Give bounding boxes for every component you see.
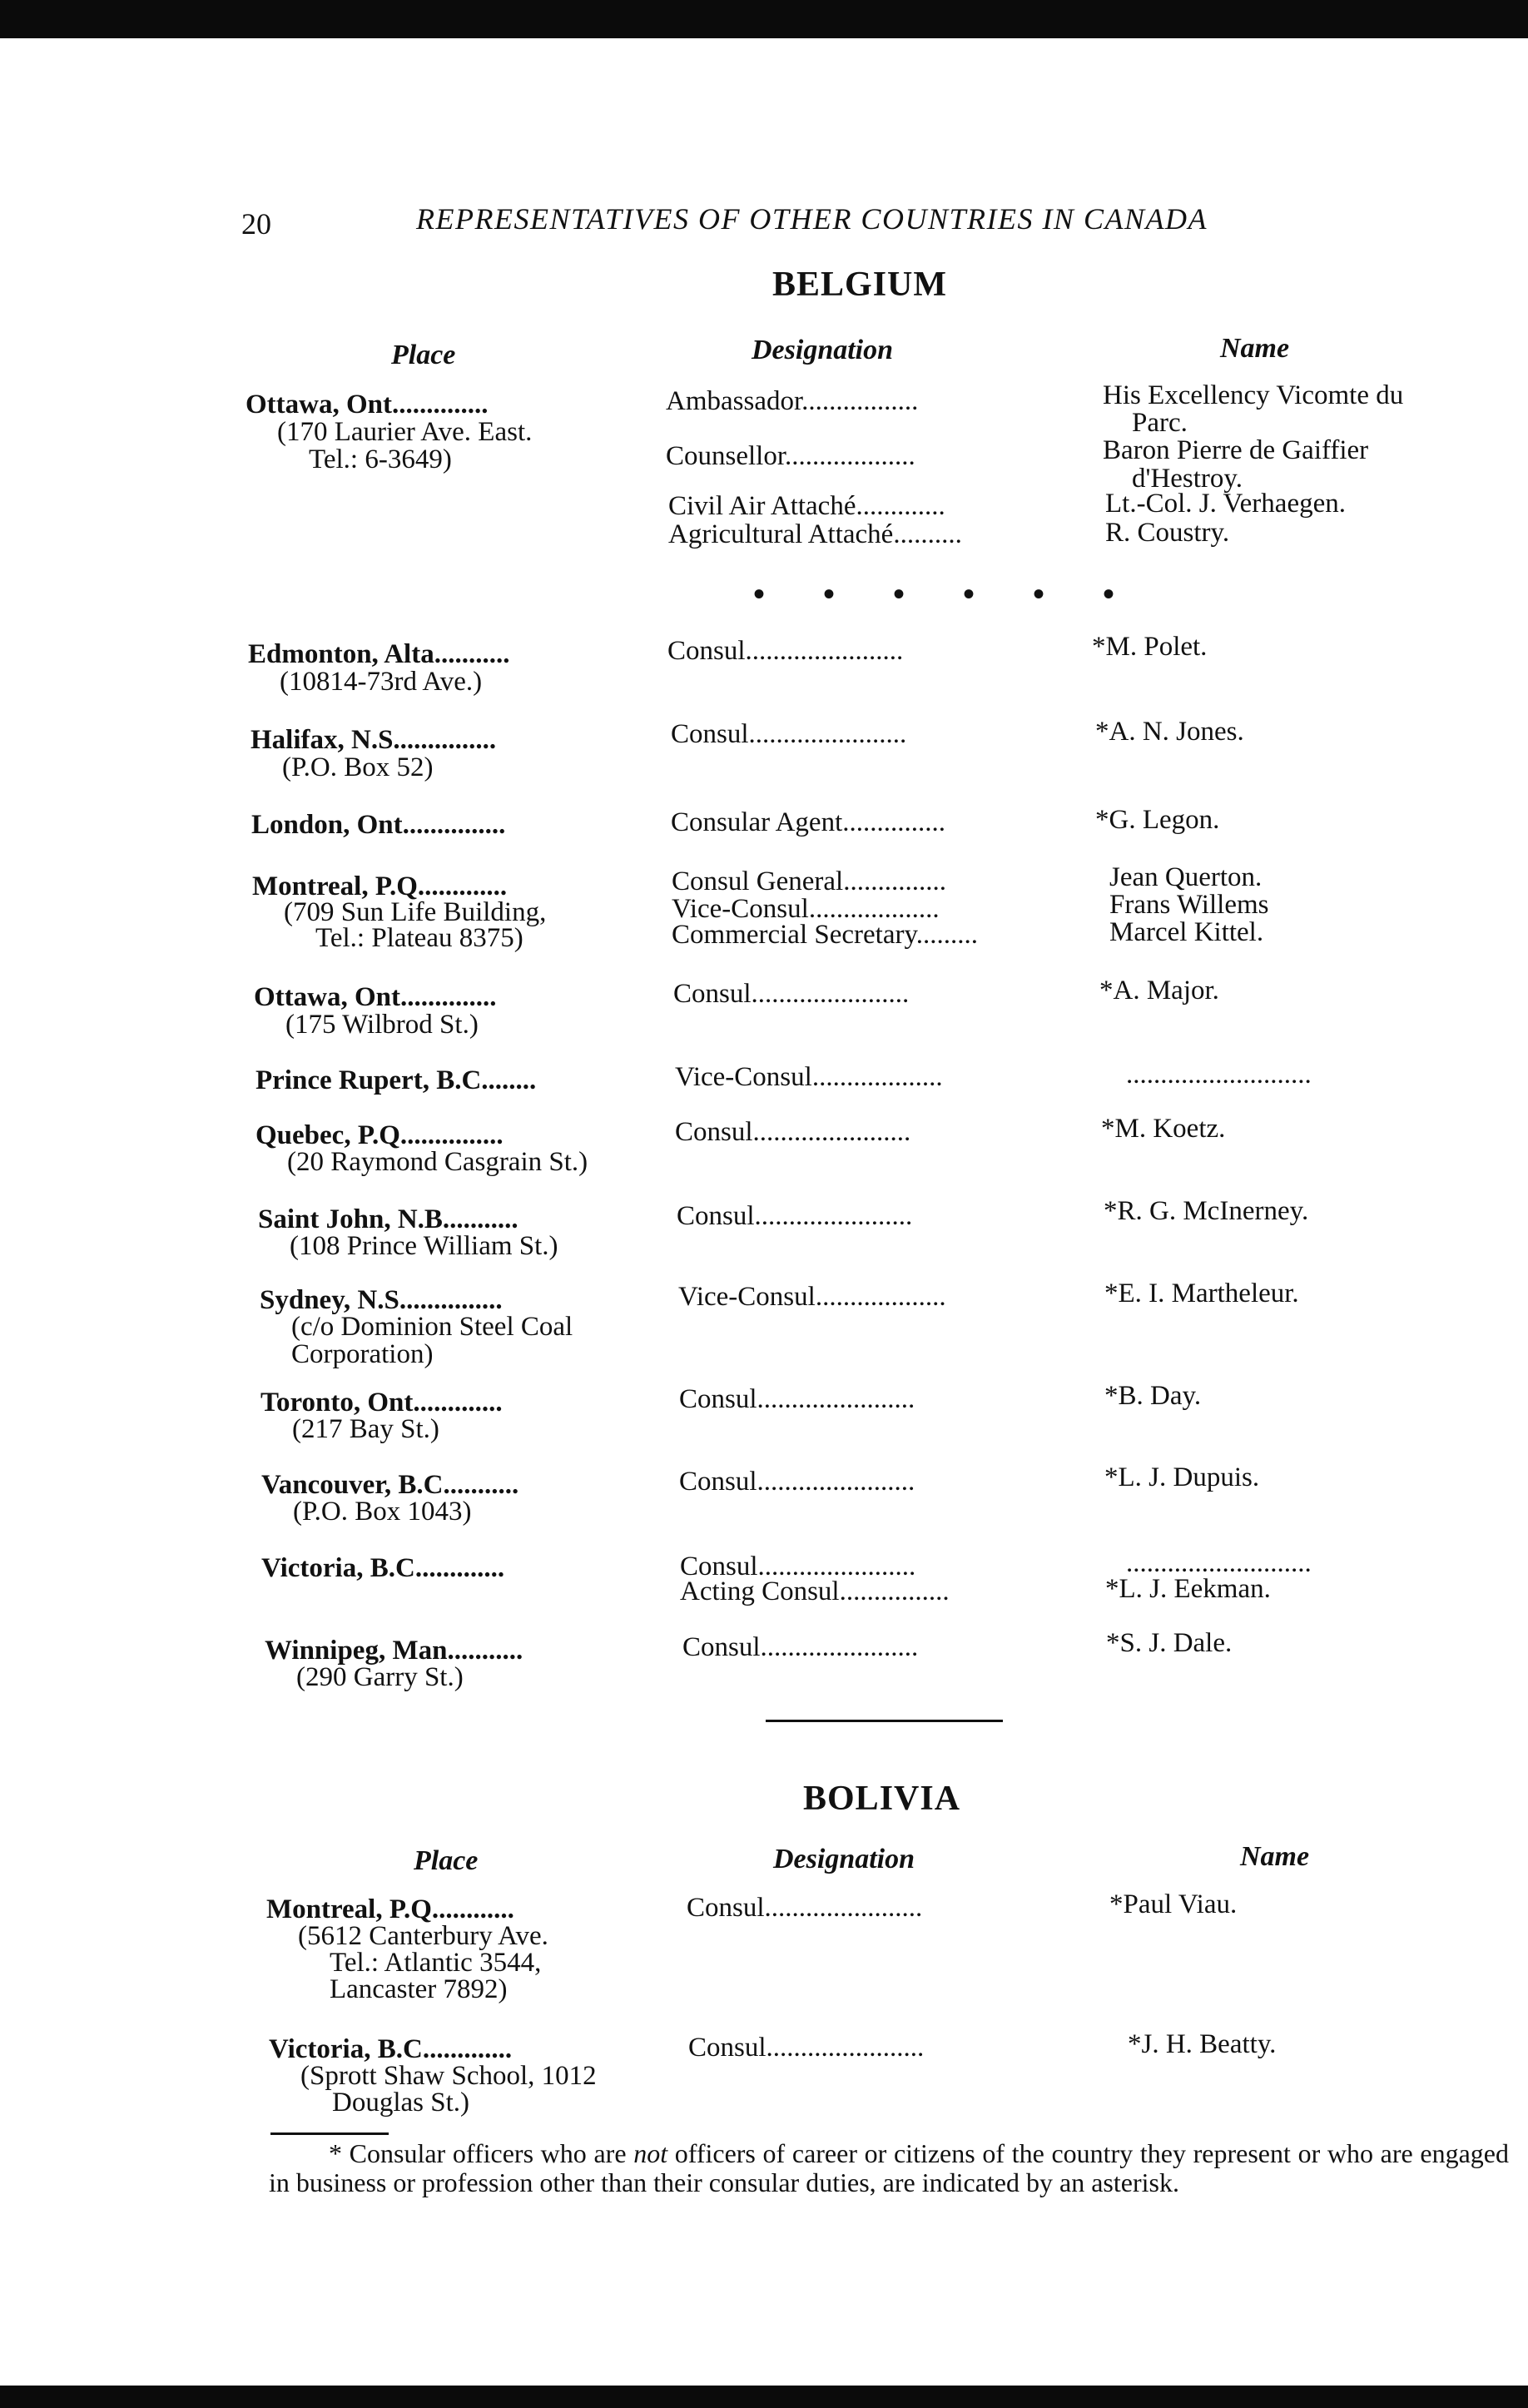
name-continued: d'Hestroy. <box>1132 464 1243 494</box>
designation: Consul....................... <box>682 1632 919 1662</box>
designation: Commercial Secretary......... <box>672 920 979 950</box>
place-telephone: Tel.: Atlantic 3544, <box>330 1948 542 1978</box>
name: *A. Major. <box>1099 976 1219 1005</box>
designation: Consul....................... <box>688 2033 925 2063</box>
name: *L. J. Eekman. <box>1105 1574 1271 1604</box>
name: Lt.-Col. J. Verhaegen. <box>1105 489 1346 519</box>
footnote <box>269 2139 1509 2197</box>
designation: Civil Air Attaché............. <box>668 491 945 521</box>
name: *L. J. Dupuis. <box>1104 1462 1260 1492</box>
list-item-place: Victoria, B.C............. <box>269 2034 513 2064</box>
section-divider-rule <box>766 1720 1003 1722</box>
place-address: (20 Raymond Casgrain St.) <box>287 1147 588 1177</box>
designation: Consul....................... <box>673 979 910 1009</box>
designation: Acting Consul................ <box>680 1576 950 1606</box>
name: *S. J. Dale. <box>1106 1628 1233 1658</box>
name: His Excellency Vicomte du <box>1103 380 1404 410</box>
name: *R. G. McInerney. <box>1104 1196 1309 1226</box>
list-item-place: Vancouver, B.C........... <box>261 1470 519 1500</box>
place-address: (5612 Canterbury Ave. <box>298 1921 548 1951</box>
place-address: (c/o Dominion Steel Coal <box>291 1312 573 1342</box>
name: *G. Legon. <box>1095 805 1220 835</box>
designation: Consul General............... <box>672 866 946 896</box>
designation: Ambassador................. <box>666 386 919 416</box>
place-address: (10814-73rd Ave.) <box>280 667 483 697</box>
name: *Paul Viau. <box>1109 1889 1238 1919</box>
list-item-place: Ottawa, Ont.............. <box>246 390 489 420</box>
place-address: (108 Prince William St.) <box>290 1231 558 1261</box>
name: Frans Willems <box>1109 890 1269 920</box>
place-telephone: Tel.: Plateau 8375) <box>315 923 523 953</box>
place-address: (Sprott Shaw School, 1012 <box>300 2061 597 2091</box>
page-number: 20 <box>241 207 271 241</box>
place-telephone: Tel.: 6-3649) <box>309 444 452 474</box>
column-header-name: Name <box>1220 333 1290 364</box>
column-header-designation: Designation <box>752 335 894 365</box>
designation: Consul....................... <box>687 1893 923 1923</box>
place-address: (P.O. Box 52) <box>282 752 434 782</box>
place-address: (170 Laurier Ave. East. <box>277 417 533 447</box>
scan-border-bottom <box>0 2386 1528 2408</box>
place-address: (290 Garry St.) <box>296 1662 464 1692</box>
designation: Agricultural Attaché.......... <box>668 519 962 549</box>
place-address-continued: Corporation) <box>291 1339 434 1369</box>
list-item-place: Ottawa, Ont.............. <box>254 982 497 1012</box>
list-item-place: Edmonton, Alta........... <box>248 639 510 669</box>
country-heading-belgium: BELGIUM <box>772 266 948 304</box>
designation: Consular Agent............... <box>671 807 945 837</box>
designation: Consul....................... <box>679 1384 915 1414</box>
designation: Vice-Consul................... <box>672 894 940 924</box>
country-heading-bolivia: BOLIVIA <box>803 1780 961 1818</box>
list-item-place: Saint John, N.B........... <box>258 1204 518 1234</box>
place-address: (709 Sun Life Building, <box>284 897 547 927</box>
list-item-place: Halifax, N.S............... <box>251 725 497 755</box>
list-item-place: Winnipeg, Man........... <box>265 1636 523 1666</box>
list-item-place: Victoria, B.C............. <box>261 1553 505 1583</box>
footnote-text-end: officers of career or citizens of the country they represent or who are engaged in business or profession other than their consular duties, are indicated by an asterisk. <box>269 2138 1510 2197</box>
name-blank: ........................... <box>1126 1548 1312 1578</box>
designation: Consul....................... <box>679 1467 915 1497</box>
designation: Consul....................... <box>671 719 907 749</box>
place-address: (175 Wilbrod St.) <box>285 1010 479 1040</box>
place-address-continued: Douglas St.) <box>332 2088 469 2118</box>
name: Jean Querton. <box>1109 862 1263 892</box>
column-header-designation: Designation <box>773 1844 915 1874</box>
footnote-text-start: * Consular officers who are <box>329 2138 634 2168</box>
list-item-place: Sydney, N.S............... <box>260 1285 503 1315</box>
list-item-place: Montreal, P.Q............ <box>266 1894 514 1924</box>
running-title: REPRESENTATIVES OF OTHER COUNTRIES IN CANADA <box>416 202 1208 236</box>
list-item-place: Prince Rupert, B.C........ <box>255 1065 537 1095</box>
name: *A. N. Jones. <box>1095 717 1244 747</box>
name: *M. Koetz. <box>1101 1114 1226 1144</box>
name: *J. H. Beatty. <box>1128 2029 1277 2059</box>
list-item-place: Montreal, P.Q............. <box>252 871 508 901</box>
scan-border-top <box>0 0 1528 38</box>
footnote-emphasis: not <box>633 2138 668 2168</box>
column-header-place: Place <box>414 1845 479 1876</box>
designation: Vice-Consul................... <box>675 1062 943 1092</box>
place-address: (217 Bay St.) <box>292 1414 439 1444</box>
name: R. Coustry. <box>1105 518 1230 548</box>
name: *E. I. Martheleur. <box>1104 1278 1299 1308</box>
name: *M. Polet. <box>1092 632 1208 662</box>
section-separator-dots: • • • • • • <box>753 575 1140 613</box>
designation: Consul....................... <box>675 1117 911 1147</box>
name: Marcel Kittel. <box>1109 917 1264 947</box>
designation: Counsellor................... <box>666 441 915 471</box>
column-header-name: Name <box>1240 1841 1310 1872</box>
designation: Consul....................... <box>667 636 904 666</box>
list-item-place: Toronto, Ont............. <box>260 1388 503 1417</box>
designation: Consul....................... <box>677 1201 913 1231</box>
list-item-place: Quebec, P.Q............... <box>255 1120 504 1150</box>
designation: Vice-Consul................... <box>678 1282 946 1312</box>
column-header-place: Place <box>391 340 456 370</box>
name-continued: Parc. <box>1132 408 1188 438</box>
name-blank: ........................... <box>1126 1060 1312 1090</box>
name: Baron Pierre de Gaiffier <box>1103 435 1369 465</box>
footnote-rule <box>270 2132 389 2135</box>
list-item-place: London, Ont............... <box>251 810 506 840</box>
name: *B. Day. <box>1104 1381 1202 1411</box>
place-address: (P.O. Box 1043) <box>293 1497 472 1527</box>
place-telephone-continued: Lancaster 7892) <box>330 1974 508 2004</box>
designation: Consul....................... <box>680 1552 916 1581</box>
